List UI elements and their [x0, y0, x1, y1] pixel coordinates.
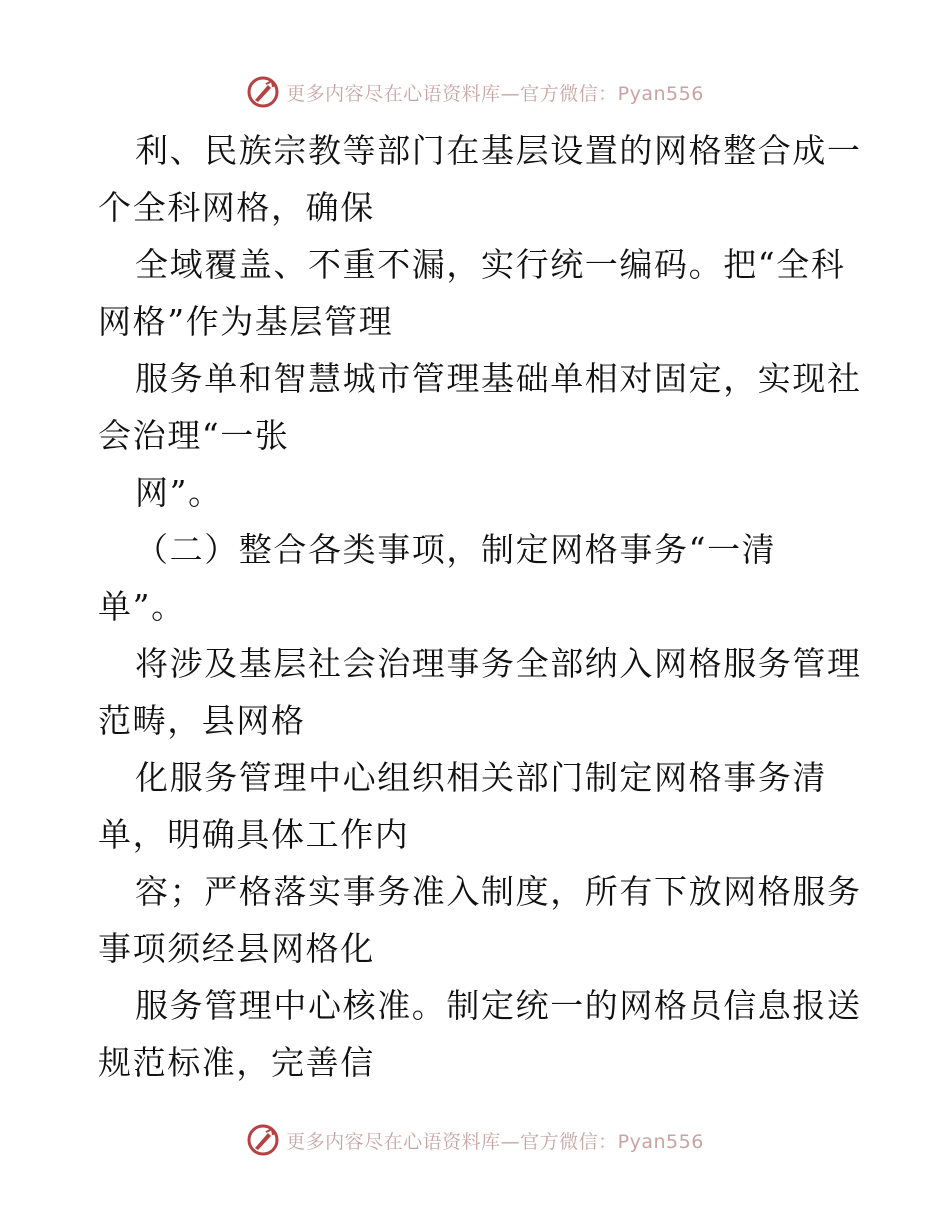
paragraph-first-line: 容；严格落实事务准入制度，所有下放网格服务 [135, 872, 862, 911]
paragraph-continuation: 事项须经县网格化 [98, 929, 375, 968]
footer-banner [0, 1120, 950, 1160]
header-banner-text: 更多内容尽在心语资料库—官方微信：Pyan556 [286, 82, 704, 105]
pen-circle-logo-icon [246, 75, 280, 109]
paragraph [98, 350, 862, 464]
paragraph [98, 236, 858, 350]
paragraph-first-line: 服务管理中心核准。制定统一的网格员信息报送 [135, 986, 862, 1025]
paragraph-first-line: 化服务管理中心组织相关部门制定网格事务清 [135, 758, 827, 797]
paragraph-continuation: 单”。 [98, 587, 186, 626]
section-heading [98, 521, 858, 635]
paragraph [98, 749, 858, 863]
paragraph [98, 464, 858, 521]
paragraph-continuation: 网格”作为基层管理 [98, 302, 394, 341]
paragraph [98, 635, 862, 749]
paragraph-continuation: 单，明确具体工作内 [98, 815, 410, 854]
pen-circle-logo-icon [246, 1123, 280, 1157]
paragraph [98, 977, 862, 1091]
paragraph-first-line: 利、民族宗教等部门在基层设置的网格整合成一 [135, 131, 862, 170]
paragraph-first-line: 网”。 [135, 473, 223, 512]
paragraph [98, 122, 862, 236]
footer-banner-text: 更多内容尽在心语资料库—官方微信：Pyan556 [286, 1130, 704, 1153]
paragraph-first-line: （二）整合各类事项，制定网格事务“一清 [135, 530, 777, 569]
paragraph-first-line: 全域覆盖、不重不漏，实行统一编码。把“全科 [135, 245, 846, 284]
header-banner [0, 72, 950, 112]
paragraph-first-line: 服务单和智慧城市管理基础单相对固定，实现社 [135, 359, 862, 398]
paragraph-continuation: 规范标准，完善信 [98, 1043, 375, 1082]
paragraph-continuation: 会治理“一张 [98, 416, 290, 455]
paragraph-continuation: 范畴，县网格 [98, 701, 306, 740]
paragraph [98, 863, 862, 977]
document-body [98, 122, 862, 1091]
paragraph-first-line: 将涉及基层社会治理事务全部纳入网格服务管理 [135, 644, 862, 683]
paragraph-continuation: 个全科网格，确保 [98, 188, 375, 227]
